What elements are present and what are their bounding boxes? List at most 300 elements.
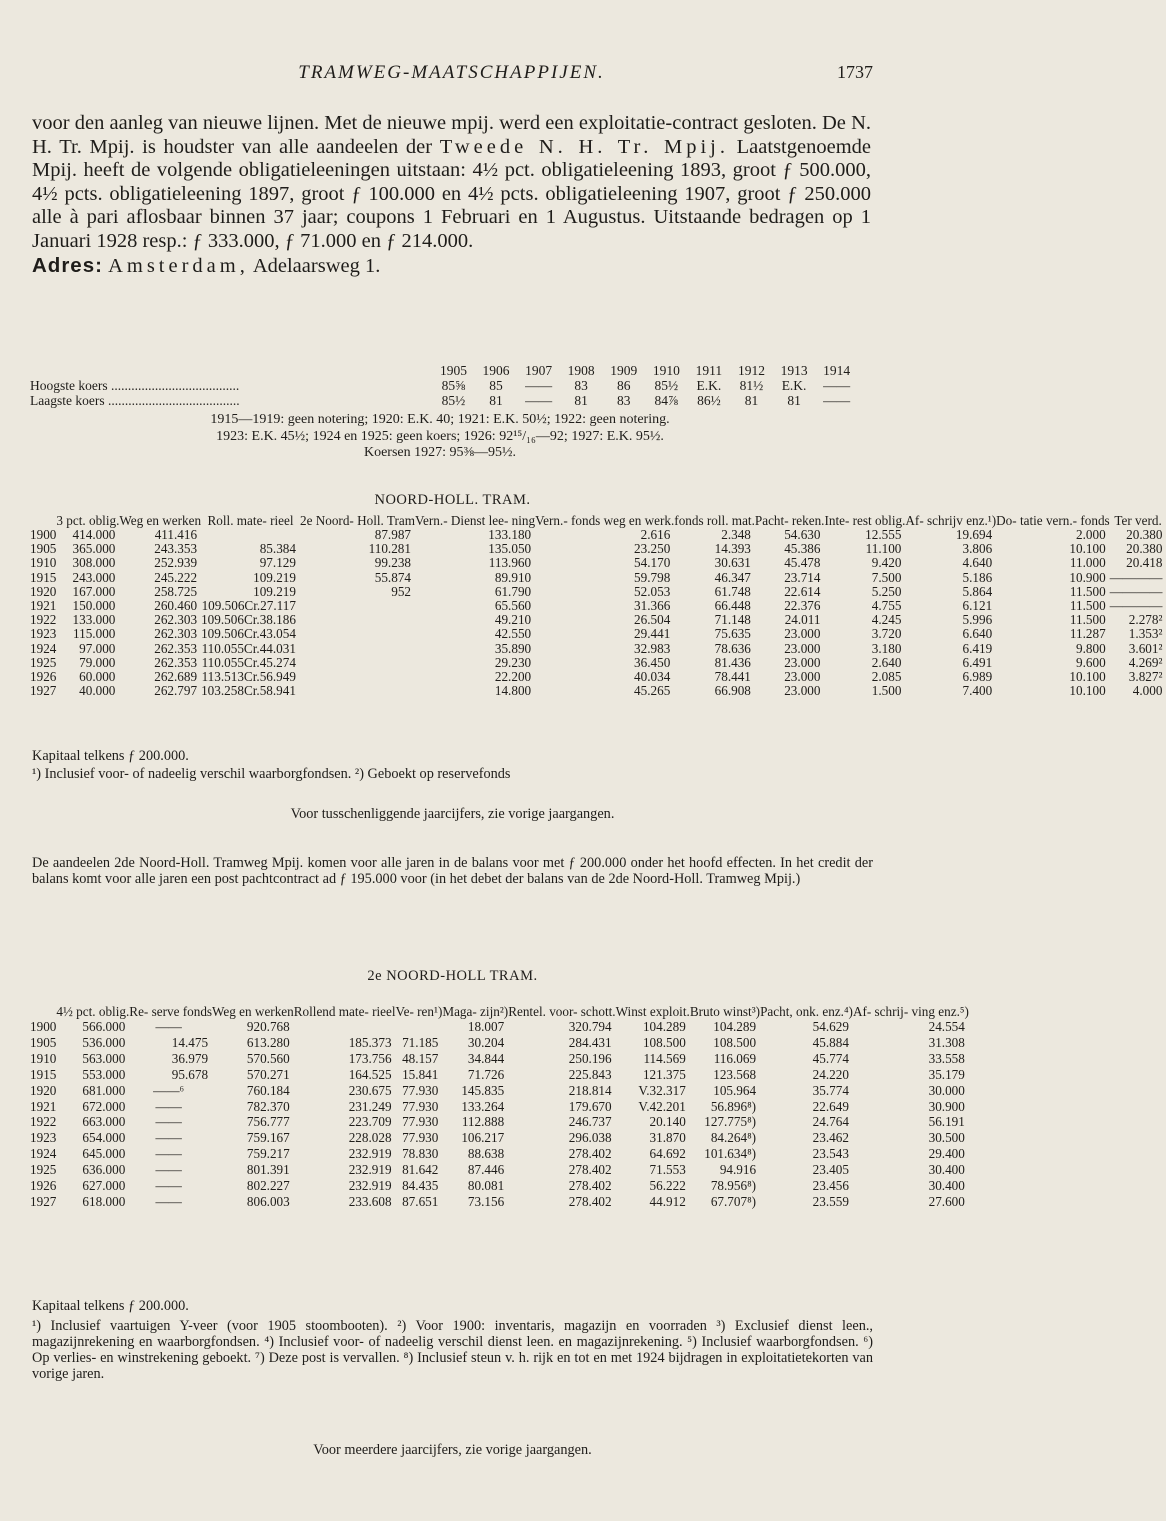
adres-street: Adelaarsweg 1.: [248, 254, 381, 277]
table-cell: 759.167: [246, 1130, 290, 1146]
table-row: [30, 1130, 969, 1146]
table-cell: 23.250: [634, 541, 671, 557]
table-cell: 97.000: [79, 640, 116, 656]
table-cell: 23.559: [812, 1193, 849, 1209]
table-cell: 6.640: [962, 626, 993, 642]
table1-capital: Kapitaal telkens ƒ 200.000.: [32, 748, 189, 764]
koers-year: 1906: [482, 363, 510, 378]
table-cell: 9.800: [1076, 640, 1106, 656]
table-cell: 5.996: [962, 612, 993, 628]
koers-years-row: [30, 363, 858, 378]
table-row: [30, 1178, 969, 1194]
table-cell: 24.764: [812, 1114, 849, 1130]
table-cell: 20.140: [649, 1114, 686, 1130]
koers-note: Koersen 1927: 95⅜—95½.: [363, 445, 517, 460]
table-cell: 30.500: [928, 1130, 965, 1146]
table1-see-previous: Voor tusschenliggende jaarcijfers, zie vorige jaargangen.: [290, 806, 615, 822]
table2-column-header: 4½ pct. oblig.: [56, 1004, 130, 1019]
table-cell: 40.000: [79, 683, 116, 699]
table-cell: 56.896⁸): [710, 1098, 757, 1114]
page-number: 1737: [837, 62, 873, 82]
row-year: 1921: [30, 1098, 57, 1114]
koers-value: 85½: [654, 378, 679, 393]
table-cell: 802.227: [246, 1178, 290, 1194]
koers-value: ——: [525, 378, 553, 393]
table-cell: ——: [155, 1193, 182, 1209]
table-row: [30, 656, 1166, 670]
table-cell: 30.204: [467, 1034, 505, 1050]
table-cell: 806.003: [246, 1193, 290, 1209]
table1-column-header: fonds roll. mat.: [674, 513, 755, 528]
table-cell: 110.281: [368, 541, 411, 557]
table-cell: 23.456: [812, 1178, 849, 1194]
table1-column-header: 2e Noord- Holl. Tram: [299, 513, 415, 528]
row-year: 1920: [30, 1082, 57, 1098]
koers-year: 1908: [567, 363, 595, 378]
koers-year: 1912: [737, 363, 765, 378]
table-cell: 231.249: [348, 1098, 392, 1114]
table-cell: 3.601²: [1128, 640, 1163, 656]
row-year: 1905: [30, 1034, 57, 1050]
table-cell: 645.000: [82, 1146, 126, 1162]
intro-text-1: voor den aanleg van nieuwe lijnen. Met de nieuwe mpij. werd een exploitatie-contract gesloten. De N. H. Tr. Mpij. is houdster van alle aandeelen der: [32, 112, 871, 158]
table-cell: 87.987: [374, 527, 411, 542]
table-cell: [300, 656, 415, 670]
koers-value: 85½: [441, 393, 466, 408]
table-cell: 414.000: [72, 527, 116, 542]
table-cell: [300, 670, 415, 684]
table-cell: V.42.201: [638, 1098, 686, 1114]
table-cell: 35.890: [494, 640, 532, 656]
table-cell: 536.000: [82, 1034, 126, 1050]
table-cell: 2.000: [1076, 527, 1106, 542]
table-cell: 99.238: [374, 555, 411, 571]
table-cell: 563.000: [82, 1050, 126, 1066]
intro-text-2: Laatstgenoemde Mpij. heeft de volgende obligatieleeningen uitstaan: 4½ pct. obligatieleening 1893, groot ƒ 500.000, 4½ pcts. obligatieleening 1897, groot ƒ 100.000 en 4½ pcts. obligatieleening 1907, groot ƒ 250.000 alle à pari aflosbaar binnen 37 jaar; coupons 1 Februari en 1 Augustus. Uitstaande bedragen op 1 Januari 1928 resp.: ƒ 333.000, ƒ 71.000 en ƒ 214.000.: [32, 135, 871, 252]
table-cell: 6.121: [962, 598, 993, 614]
row-year: 1900: [30, 1019, 57, 1034]
row-year: 1921: [30, 598, 57, 614]
table-cell: 278.402: [568, 1162, 612, 1178]
table-cell: 23.543: [812, 1146, 849, 1162]
intro-company: Tweede N. H. Tr. Mpij.: [439, 135, 729, 158]
table-cell: 45.774: [812, 1050, 849, 1066]
table-row: [30, 684, 1166, 698]
table2-column-header: Bruto winst³): [689, 1004, 761, 1019]
table-cell: 654.000: [82, 1130, 126, 1146]
table-row: [30, 1146, 969, 1162]
table-row: [30, 613, 1166, 627]
koers-value: E.K.: [781, 378, 807, 393]
table-row: [30, 585, 1166, 599]
table-row: [30, 556, 1166, 570]
table1-column-header: Do- tatie vern.- fonds: [996, 513, 1110, 528]
table-cell: 45.884: [812, 1034, 849, 1050]
table-cell: 88.638: [467, 1146, 505, 1162]
table-row: [30, 1051, 969, 1067]
table-cell: 87.651: [402, 1193, 439, 1209]
header-title: TRAMWEG-MAATSCHAPPIJEN.: [298, 62, 605, 83]
table-cell: 553.000: [82, 1066, 126, 1082]
table-cell: 108.500: [713, 1034, 757, 1050]
table-cell: 110.055Cr.44.031: [201, 640, 296, 656]
row-year: 1920: [30, 583, 57, 599]
table-cell: 30.631: [714, 555, 751, 571]
koers-value: 86: [617, 378, 631, 393]
table-cell: 35.774: [812, 1082, 849, 1098]
table-cell: 127.775⁸): [704, 1114, 757, 1130]
table-cell: 109.506Cr.27.117: [201, 598, 296, 614]
table2-column-header: Af- schrij- ving enz.⁵): [852, 1004, 969, 1019]
table-cell: 114.569: [643, 1050, 686, 1066]
koers-year: 1907: [525, 363, 553, 378]
table-cell: 245.222: [154, 569, 198, 585]
table-cell: 258.725: [154, 583, 198, 599]
table-cell: 920.768: [246, 1019, 290, 1034]
koers-row-high: [30, 378, 858, 393]
koers-value: ——: [823, 393, 851, 408]
table-cell: ————: [1109, 569, 1163, 585]
table-cell: 97.129: [259, 555, 296, 571]
table-cell: 77.930: [402, 1130, 439, 1146]
table-cell: 566.000: [82, 1019, 126, 1034]
table-cell: 77.930: [402, 1082, 439, 1098]
table-cell: 14.393: [714, 541, 751, 557]
table2-column-header: Winst exploit.: [615, 1004, 690, 1019]
table2-column-header: Rollend mate- rieel: [293, 1004, 396, 1019]
table-cell: 109.506Cr.43.054: [201, 626, 296, 642]
table2-column-header: Weg en werken: [212, 1004, 294, 1019]
table2-see-more: Voor meerdere jaarcijfers, zie vorige jaargangen.: [313, 1442, 592, 1458]
table-cell: 30.400: [928, 1162, 965, 1178]
table-cell: 308.000: [72, 555, 116, 571]
table-cell: 24.220: [812, 1066, 849, 1082]
koers-value: 81: [744, 393, 759, 408]
table-cell: 760.184: [246, 1082, 290, 1098]
table-cell: 218.814: [568, 1082, 612, 1098]
table-cell: 23.000: [784, 626, 821, 642]
table-cell: 84.435: [402, 1178, 439, 1194]
table-cell: 116.069: [713, 1050, 757, 1066]
table-cell: 9.600: [1076, 654, 1106, 670]
table-cell: 4.245: [871, 612, 902, 628]
table-cell: 262.303: [154, 612, 198, 628]
table-cell: 952: [391, 583, 411, 599]
table2-column-header: Maga- zijn²): [442, 1004, 509, 1019]
table-cell: 3.827²: [1128, 669, 1163, 685]
table-row: [30, 571, 1166, 585]
table-cell: 11.500: [1069, 612, 1106, 628]
table-row: [30, 1083, 969, 1099]
table1-body: [30, 528, 1166, 698]
table-cell: 27.600: [928, 1193, 965, 1209]
table-cell: 4.755: [871, 598, 902, 614]
table-cell: 24.011: [784, 612, 821, 628]
table-cell: 109.219: [253, 569, 296, 585]
table-cell: 230.675: [348, 1082, 392, 1098]
row-year: 1925: [30, 654, 57, 670]
table-cell: 243.353: [154, 541, 198, 557]
table-cell: 61.790: [494, 583, 532, 599]
table1-header-row: [30, 514, 1166, 528]
table2-header-row: [30, 1004, 969, 1019]
table-cell: [396, 1019, 443, 1035]
row-year: 1915: [30, 569, 57, 585]
table-cell: 23.000: [784, 683, 821, 699]
table-2e-noord-holl-tram: [30, 1004, 969, 1210]
table-cell: 106.217: [461, 1130, 505, 1146]
table-cell: 85.384: [259, 541, 296, 557]
table-cell: 60.000: [79, 669, 116, 685]
table-cell: 636.000: [82, 1162, 126, 1178]
koers-value: 83: [617, 393, 631, 408]
table-cell: 627.000: [82, 1178, 126, 1194]
table-cell: 64.692: [649, 1146, 686, 1162]
table1-column-header: Af- schrijv enz.¹): [905, 513, 997, 528]
table-cell: 801.391: [246, 1162, 290, 1178]
table-cell: 278.402: [568, 1193, 612, 1209]
table1-column-header: [30, 514, 56, 528]
table-cell: ——: [155, 1098, 182, 1114]
table-cell: 29.441: [634, 626, 671, 642]
table-cell: 61.748: [714, 583, 751, 599]
table-cell: 35.179: [928, 1066, 965, 1082]
row-year: 1922: [30, 1114, 57, 1130]
table-cell: 22.649: [812, 1098, 849, 1114]
table1-footnote: ¹) Inclusief voor- of nadeelig verschil waarborgfondsen. ²) Geboekt op reservefonds: [32, 766, 511, 782]
table-row: [30, 627, 1166, 641]
table-cell: 782.370: [246, 1098, 290, 1114]
table-noord-holl-tram: [30, 514, 1166, 698]
table-cell: 56.191: [928, 1114, 965, 1130]
table-row: [30, 670, 1166, 684]
table1-column-header: 3 pct. oblig.: [56, 513, 120, 528]
table-cell: 45.386: [784, 541, 821, 557]
table-cell: 1.353²: [1128, 626, 1163, 642]
table-cell: 19.694: [955, 527, 993, 542]
table-cell: 756.777: [246, 1114, 290, 1130]
table-row: [30, 528, 1166, 542]
table-cell: [294, 1019, 396, 1035]
table-cell: 54.170: [634, 555, 671, 571]
table-cell: [300, 642, 415, 656]
table1-column-header: Vern.- Dienst lee- ning: [415, 513, 536, 528]
table-cell: 30.000: [928, 1082, 965, 1098]
table-cell: 80.081: [467, 1178, 505, 1194]
table-cell: 618.000: [82, 1193, 126, 1209]
table-cell: [300, 627, 415, 641]
table-cell: 570.271: [246, 1066, 290, 1082]
table-cell: 2.085: [871, 669, 902, 685]
table-cell: 71.726: [467, 1066, 505, 1082]
table-cell: 10.100: [1069, 683, 1106, 699]
row-year: 1924: [30, 640, 57, 656]
intro-paragraph: [32, 112, 871, 278]
table-cell: 67.707⁸): [710, 1193, 757, 1209]
table-cell: 3.720: [871, 626, 902, 642]
table-cell: 232.919: [348, 1162, 392, 1178]
table2-column-header: Re- serve fonds: [129, 1004, 213, 1019]
row-year: 1926: [30, 669, 57, 685]
table-cell: 45.478: [784, 555, 821, 571]
row-year: 1923: [30, 626, 57, 642]
table-cell: 71.185: [402, 1034, 439, 1050]
table-cell: 54.630: [784, 527, 821, 542]
table2-column-header: Pacht, onk. enz.⁴): [760, 1004, 853, 1019]
table-cell: 101.634⁸): [704, 1146, 757, 1162]
koers-row-low: [30, 393, 858, 408]
table-cell: 3.806: [962, 541, 993, 557]
table-cell: 260.460: [154, 598, 198, 614]
row-year: 1926: [30, 1178, 57, 1194]
table-cell: 54.629: [812, 1019, 849, 1034]
table-row: [30, 642, 1166, 656]
table2-column-header: Ve- ren¹): [395, 1004, 443, 1019]
table-cell: 11.100: [865, 541, 902, 557]
table1-column-header: Inte- rest oblig.: [824, 513, 906, 528]
table-cell: 71.148: [714, 612, 751, 628]
row-year: 1922: [30, 612, 57, 628]
table-cell: 113.513Cr.56.949: [201, 669, 296, 685]
koers-value: E.K.: [696, 378, 722, 393]
table-cell: 45.265: [634, 683, 671, 699]
table-cell: 78.830: [402, 1146, 439, 1162]
table-cell: 135.050: [488, 541, 532, 557]
table-cell: 23.714: [784, 569, 821, 585]
table-cell: 55.874: [374, 569, 411, 585]
table-cell: 133.264: [461, 1098, 505, 1114]
table-cell: 243.000: [72, 569, 116, 585]
table-cell: 278.402: [568, 1146, 612, 1162]
table-cell: 23.000: [784, 669, 821, 685]
table-cell: ——: [155, 1162, 182, 1178]
table1-column-header: Ter verd.: [1114, 513, 1162, 528]
table-cell: 121.375: [642, 1066, 686, 1082]
table-cell: 11.287: [1069, 626, 1106, 642]
table-cell: 104.289: [713, 1019, 757, 1034]
table-cell: 278.402: [568, 1178, 612, 1194]
table-cell: 296.038: [568, 1130, 612, 1146]
table-cell: 23.000: [784, 654, 821, 670]
table1-column-header: Vern.- fonds weg en werk.: [535, 513, 675, 528]
table-cell: 123.568: [713, 1066, 757, 1082]
table-cell: ——: [155, 1019, 182, 1034]
table1-title: NOORD-HOLL. TRAM.: [374, 492, 531, 508]
table-cell: 71.553: [649, 1162, 686, 1178]
table-cell: 5.864: [962, 583, 993, 599]
koers-note: 1923: E.K. 45½; 1924 en 1925: geen koers; 1926: 92¹⁵/₁₆—92; 1927: E.K. 95½.: [216, 428, 664, 444]
koers-value: 85: [489, 378, 503, 393]
table-cell: 36.450: [634, 654, 671, 670]
row-year: 1927: [30, 1193, 57, 1209]
table-cell: 5.250: [871, 583, 902, 599]
table-cell: 4.269²: [1128, 654, 1163, 670]
table-cell: 223.709: [348, 1114, 392, 1130]
adres-label: Adres:: [32, 253, 103, 277]
table-cell: 284.431: [568, 1034, 612, 1050]
table-cell: ——⁶: [153, 1082, 185, 1098]
table-cell: 77.930: [402, 1098, 439, 1114]
table-cell: 262.353: [154, 640, 198, 656]
table-cell: 48.157: [402, 1050, 439, 1066]
row-year: 1925: [30, 1162, 57, 1178]
table-cell: ————: [1109, 598, 1163, 614]
table-cell: 87.446: [467, 1162, 505, 1178]
table-cell: 3.180: [871, 640, 902, 656]
table-cell: 6.989: [962, 669, 993, 685]
table-cell: 84.264⁸): [710, 1130, 757, 1146]
table-cell: 2.348: [721, 527, 751, 542]
table-cell: 10.900: [1069, 569, 1106, 585]
table-cell: 365.000: [72, 541, 116, 557]
table-cell: 31.366: [634, 598, 671, 614]
koers-value: 84⅞: [654, 393, 679, 408]
table-cell: 246.737: [568, 1114, 612, 1130]
row-year: 1910: [30, 1050, 57, 1066]
table-cell: 613.280: [246, 1034, 290, 1050]
table-cell: 2.616: [640, 527, 671, 542]
table-row: [30, 1114, 969, 1130]
table-row: [30, 1067, 969, 1083]
table-cell: 185.373: [348, 1034, 392, 1050]
koers-table: [30, 363, 858, 408]
table-cell: 9.420: [871, 555, 902, 571]
table-cell: 109.506Cr.38.186: [201, 612, 296, 628]
table-cell: 262.353: [154, 654, 198, 670]
table-cell: 94.916: [719, 1162, 757, 1178]
table-cell: 173.756: [348, 1050, 392, 1066]
table-row: [30, 1019, 969, 1035]
table-cell: 104.289: [642, 1019, 686, 1034]
table-cell: 40.034: [634, 669, 671, 685]
table-cell: 164.525: [348, 1066, 392, 1082]
koers-value: 81: [787, 393, 801, 408]
table2-body: [30, 1019, 969, 1210]
table1-column-header: Weg en werken: [119, 513, 202, 528]
adres-city: Amsterdam,: [108, 254, 249, 277]
table-cell: 11.500: [1069, 598, 1106, 614]
table-cell: 1.500: [871, 683, 902, 699]
table-cell: 24.554: [928, 1019, 965, 1034]
table-cell: 52.053: [634, 583, 671, 599]
table-cell: 103.258Cr.58.941: [201, 683, 296, 699]
table-cell: 78.441: [714, 669, 751, 685]
koers-value: 81½: [739, 378, 764, 393]
table-cell: 26.504: [634, 612, 671, 628]
table-cell: ——: [155, 1178, 182, 1194]
koers-value: ——: [525, 393, 553, 408]
koers-value: ——: [823, 378, 851, 393]
table-cell: 59.798: [634, 569, 671, 585]
table-cell: 36.979: [171, 1050, 209, 1066]
table-cell: 33.558: [928, 1050, 965, 1066]
table-cell: 18.007: [467, 1019, 505, 1034]
table-cell: 81.436: [714, 654, 751, 670]
row-year: 1927: [30, 683, 57, 699]
koers-value: 85⅝: [441, 378, 466, 393]
table-cell: 14.800: [494, 683, 532, 699]
table2-title: 2e NOORD-HOLL TRAM.: [367, 968, 538, 984]
table2-column-header: Rentel. voor- schott.: [508, 1004, 616, 1019]
table-row: [30, 542, 1166, 556]
table-cell: 167.000: [72, 583, 116, 599]
table-cell: 570.560: [246, 1050, 290, 1066]
koers-note: 1915—1919: geen notering; 1920: E.K. 40; 1921: E.K. 50½; 1922: geen notering.: [210, 412, 670, 427]
table1-column-header: Pacht- reken.: [754, 513, 825, 528]
table-cell: 29.230: [494, 654, 532, 670]
row-year: 1910: [30, 555, 57, 571]
table-cell: 232.919: [348, 1146, 392, 1162]
